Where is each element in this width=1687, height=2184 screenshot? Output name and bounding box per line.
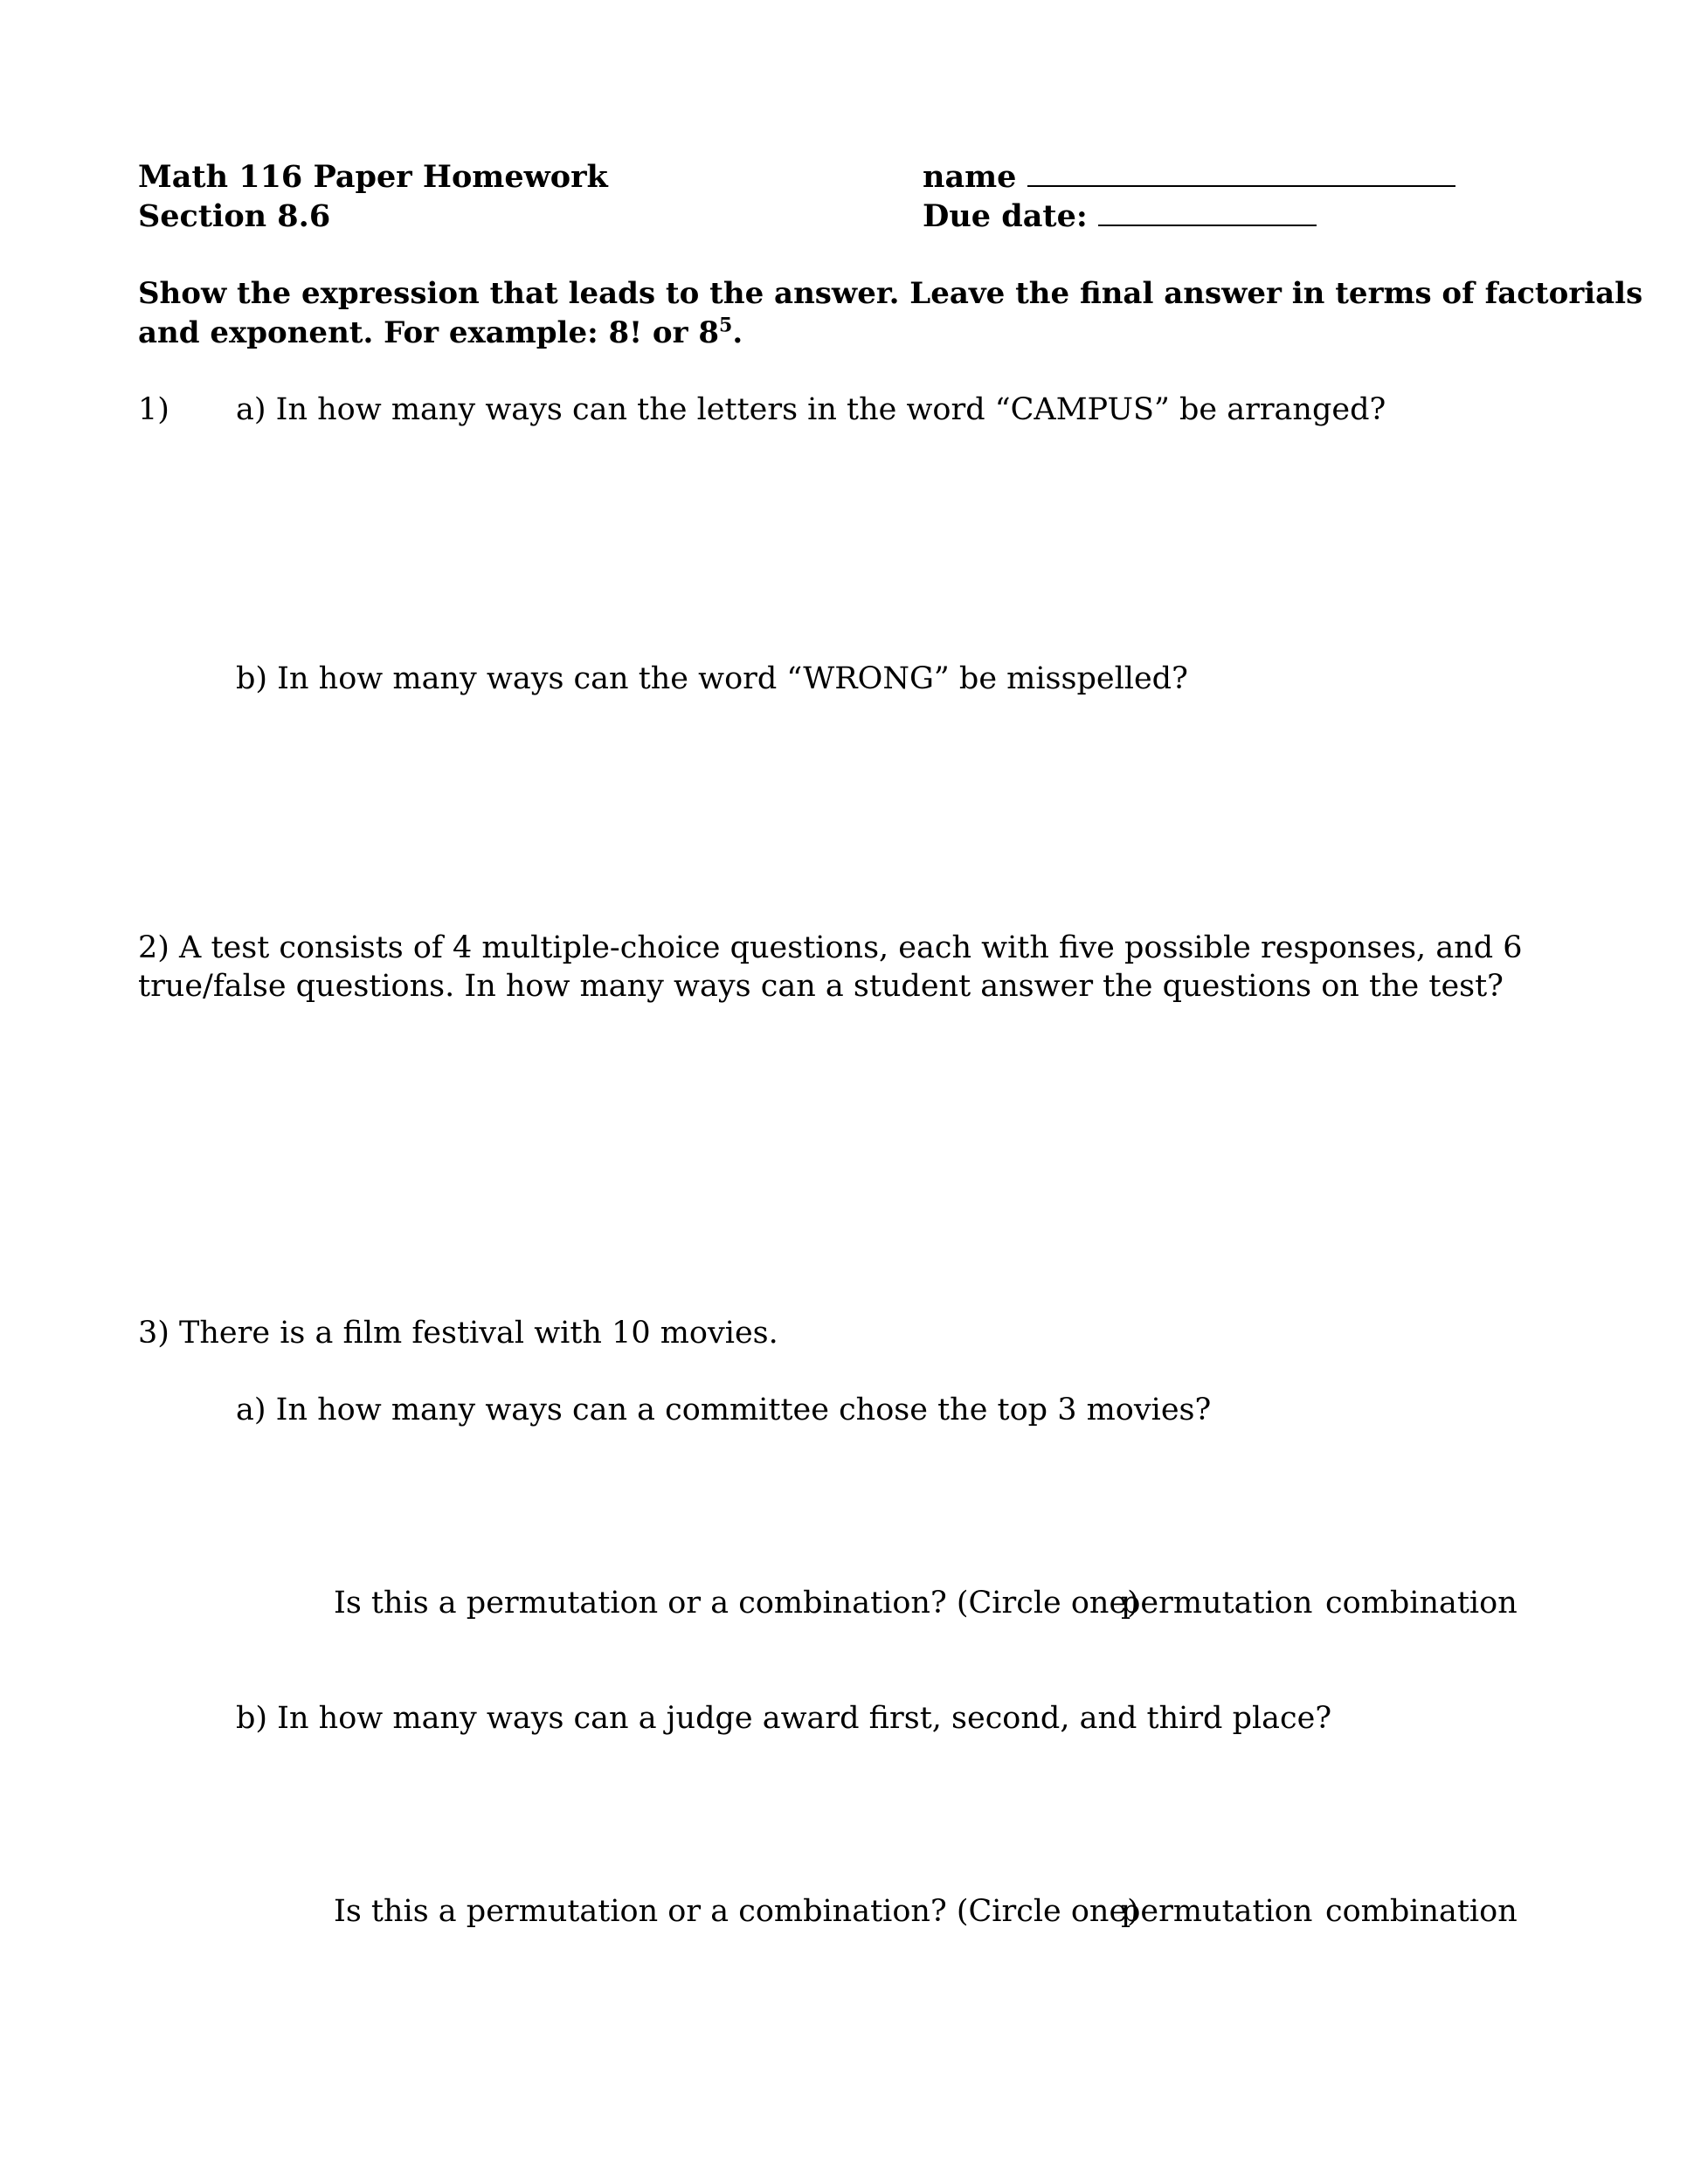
due-date-blank[interactable]	[1098, 198, 1317, 226]
option-permutation-3b[interactable]: permutation	[1121, 1894, 1313, 1929]
instructions-example: and exponent. For example: 8! or 8	[138, 315, 719, 350]
name-field	[923, 157, 1455, 197]
question-1b: b) In how many ways can the word “WRONG” be misspelled?	[236, 661, 1188, 696]
question-3a: a) In how many ways can a committee chose the top 3 movies?	[236, 1393, 1212, 1427]
question-1-number: 1)	[138, 392, 169, 427]
instructions-line-1: Show the expression that leads to the answer. Leave the final answer in terms of factorials	[138, 276, 1643, 311]
instructions-period: .	[732, 315, 743, 350]
due-date-label: Due date:	[923, 198, 1088, 234]
instructions-line-2	[138, 313, 743, 353]
due-date-field	[923, 197, 1317, 237]
option-combination-3a[interactable]: combination	[1325, 1586, 1518, 1621]
name-blank[interactable]	[1027, 159, 1455, 187]
circle-one-prompt-3b: Is this a permutation or a combination? (Circle one)	[334, 1894, 1139, 1929]
question-1a: a) In how many ways can the letters in the word “CAMPUS” be arranged?	[236, 392, 1386, 427]
question-3b: b) In how many ways can a judge award first, second, and third place?	[236, 1701, 1332, 1736]
name-label: name	[923, 159, 1017, 195]
course-title: Math 116 Paper Homework	[138, 159, 608, 195]
question-2-line-1: 2) A test consists of 4 multiple-choice questions, each with five possible responses, and 6	[138, 930, 1523, 965]
section-label: Section 8.6	[138, 198, 331, 234]
option-permutation-3a[interactable]: permutation	[1121, 1586, 1313, 1621]
exponent-superscript: 5	[719, 314, 733, 337]
question-3-intro: 3) There is a film festival with 10 movies.	[138, 1316, 778, 1351]
circle-one-prompt-3a: Is this a permutation or a combination? (Circle one)	[334, 1586, 1139, 1621]
question-2-line-2: true/false questions. In how many ways can a student answer the questions on the test?	[138, 969, 1504, 1004]
option-combination-3b[interactable]: combination	[1325, 1894, 1518, 1929]
